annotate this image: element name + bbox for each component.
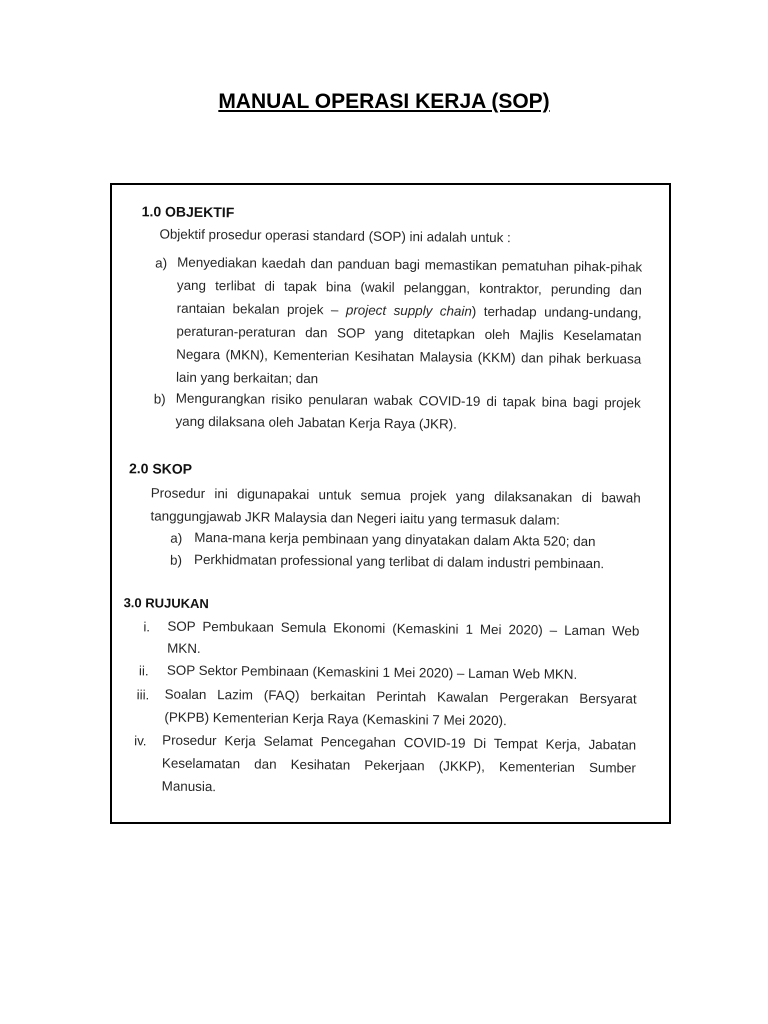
scope-item-b: Perkhidmatan professional yang terlibat di dalam industri pembinaan. — [194, 551, 605, 572]
item-a-label: a) — [155, 255, 168, 271]
ref-i-label: i. — [143, 619, 151, 635]
section-3-heading: 3.0 RUJUKAN — [123, 595, 209, 612]
objective-a-line-6: lain yang berkaitan; dan — [175, 369, 319, 387]
item-b-label: b) — [153, 391, 166, 407]
objective-a-line-2: yang terlibat di tapak bina (wakil pelanggan, kontraktor, perunding dan — [176, 277, 643, 298]
section-2-heading: 2.0 SKOP — [128, 460, 193, 477]
ref-iv-label: iv. — [134, 733, 147, 749]
scope-line-2: tanggungjawab JKR Malaysia dan Negeri iaitu yang termasuk dalam: — [150, 508, 560, 528]
ref-i-line-1: SOP Pembukaan Semula Ekonomi (Kemaskini 1 Mei 2020) – Laman Web — [167, 618, 640, 639]
ref-ii-label: ii. — [138, 663, 149, 679]
objective-a-line-3: rantaian bekalan projek – project supply chain) terhadap undang-undang, — [176, 300, 642, 321]
scope-item-b-label: b) — [169, 552, 183, 568]
ref-i-line-2: MKN. — [167, 640, 201, 656]
ref-iii-line-2: (PKPB) Kementerian Kerja Raya (Kemaskini 7 Mei 2020). — [164, 709, 507, 729]
objective-b-line-1: Mengurangkan risiko penularan wabak COVID-19 di tapak bina bagi projek — [175, 390, 641, 411]
ref-iv-line-1: Prosedur Kerja Selamat Pencegahan COVID-19 Di Tempat Kerja, Jabatan — [162, 732, 637, 753]
section-1-intro: Objektif prosedur operasi standard (SOP) ini adalah untuk : — [159, 226, 511, 246]
ref-iii-label: iii. — [136, 687, 150, 703]
scanned-sop-content — [110, 183, 671, 824]
ref-iv-line-2: Keselamatan dan Kesihatan Pekerjaan (JKKP), Kementerian Sumber — [161, 755, 637, 776]
ref-iii-line-1: Soalan Lazim (FAQ) berkaitan Perintah Kawalan Pergerakan Bersyarat — [164, 686, 637, 707]
ref-ii: SOP Sektor Pembinaan (Kemaskini 1 Mei 2020) – Laman Web MKN. — [166, 662, 578, 682]
objective-a-line-5: Negara (MKN), Kementerian Kesihatan Malaysia (KKM) dan pihak berkuasa — [176, 346, 642, 367]
section-1-heading: 1.0 OBJEKTIF — [141, 203, 235, 221]
scope-item-a: Mana-mana kerja pembinaan yang dinyatakan dalam Akta 520; dan — [194, 529, 596, 550]
objective-a-line-4: peraturan-peraturan dan SOP yang ditetapkan oleh Majlis Keselamatan — [176, 323, 642, 344]
scope-item-a-label: a) — [170, 530, 183, 546]
objective-a-line-1: Menyediakan kaedah dan panduan bagi memastikan pematuhan pihak-pihak — [177, 254, 643, 275]
objective-b-line-2: yang dilaksana oleh Jabatan Kerja Raya (JKR). — [175, 413, 457, 432]
ref-iv-line-3: Manusia. — [161, 778, 217, 795]
document-title: MANUAL OPERASI KERJA (SOP) — [218, 90, 550, 113]
scope-line-1: Prosedur ini digunapakai untuk semua projek yang dilaksanakan di bawah — [150, 485, 641, 506]
